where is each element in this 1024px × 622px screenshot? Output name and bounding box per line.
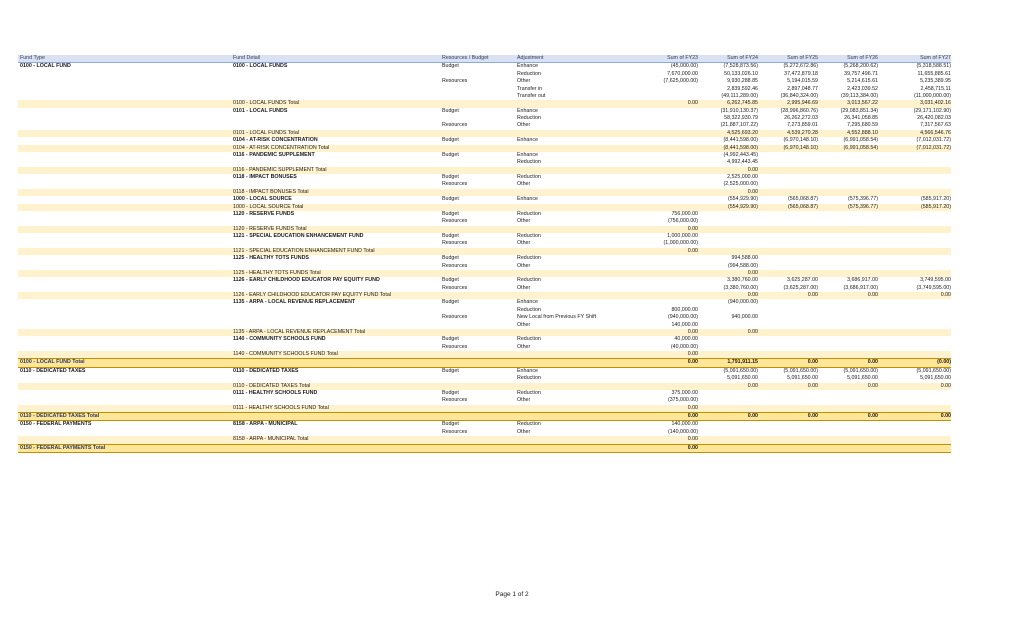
header-fund-detail: Fund Detail — [233, 55, 261, 61]
pivot-table — [18, 55, 951, 453]
value-cell: 7,295,680.59 — [847, 122, 878, 129]
value-cell: (575,396.77) — [847, 196, 878, 203]
subtotal-row — [18, 351, 951, 358]
table-row — [18, 307, 951, 314]
value-cell: 26,420,082.03 — [917, 115, 951, 121]
value-cell: 0.00 — [807, 382, 818, 389]
adjustment-cell: Enhance — [517, 63, 538, 70]
fund-type-cell: 0100 - LOCAL FUND Total — [20, 359, 85, 366]
value-cell: 58,322,930.79 — [724, 115, 758, 121]
adjustment-cell: Reduction — [517, 255, 541, 262]
resources-budget-cell: Resources — [442, 397, 468, 404]
fund-detail-cell: 0110 - DEDICATED TAXES Total — [233, 382, 311, 389]
value-cell: (3,625,287.00) — [783, 284, 818, 291]
fund-detail-cell: 0100 - LOCAL FUNDS Total — [233, 100, 299, 107]
fund-detail-cell: 0104 - AT-RISK CONCENTRATION — [233, 137, 318, 144]
value-cell: (3,686,917.00) — [843, 284, 878, 291]
resources-budget-cell: Budget — [442, 421, 459, 428]
value-cell: 0.00 — [747, 382, 758, 389]
resources-budget-cell: Resources — [442, 314, 468, 321]
table-row — [18, 122, 951, 129]
adjustment-cell: Other — [517, 122, 531, 129]
adjustment-cell: Reduction — [517, 375, 541, 382]
value-cell: (5,268,200.62) — [843, 63, 878, 70]
value-cell: (8,441,598.00) — [723, 144, 758, 151]
value-cell: 50,133,026.10 — [724, 70, 758, 77]
value-cell: (5,091,650.00) — [723, 367, 758, 374]
value-cell: (940,000.00) — [667, 314, 698, 321]
value-cell: 5,194,015.59 — [787, 78, 818, 85]
fund-type-cell: 0150 - FEDERAL PAYMENTS Total — [20, 444, 106, 451]
table-row — [18, 285, 951, 292]
table-row — [18, 174, 951, 181]
value-cell: (565,068.87) — [787, 203, 818, 210]
table-row — [18, 108, 951, 115]
adjustment-cell: Enhance — [517, 151, 538, 158]
resources-budget-cell: Budget — [442, 174, 459, 180]
adjustment-cell: Transfer out — [517, 92, 546, 99]
value-cell: (49,111,289.00) — [721, 92, 758, 99]
value-cell: (554,929.90) — [727, 196, 758, 203]
adjustment-cell: Enhance — [517, 137, 538, 144]
fund-detail-cell: 1126 - EARLY CHILDHOOD EDUCATOR PAY EQUITY FUND — [233, 277, 380, 284]
value-cell: 4,992,443.45 — [727, 159, 758, 166]
subtotal-row — [18, 329, 951, 336]
value-cell: 7,317,567.63 — [920, 122, 951, 129]
subtotal-row — [18, 167, 951, 174]
fund-detail-cell: 8158 - ARPA - MUNICIPAL — [233, 421, 298, 428]
value-cell: (585,917.20) — [920, 203, 951, 210]
subtotal-row — [18, 100, 951, 107]
value-cell: 0.00 — [687, 100, 698, 107]
table-row — [18, 196, 951, 203]
resources-budget-cell: Resources — [442, 240, 468, 247]
value-cell: (45,000.00) — [670, 63, 698, 70]
fund-detail-cell: 1135 - ARPA - LOCAL REVENUE REPLACEMENT — [233, 299, 356, 306]
value-cell: (5,318,588.51) — [916, 63, 951, 70]
value-cell: (3,749,595.00) — [916, 284, 951, 291]
header-fund-type: Fund Type — [20, 55, 45, 61]
adjustment-cell: Reduction — [517, 233, 541, 239]
value-cell: (6,991,058.54) — [843, 137, 878, 144]
fund-total-row — [18, 444, 951, 453]
table-row — [18, 71, 951, 78]
adjustment-cell: Reduction — [517, 210, 541, 217]
table-row — [18, 368, 951, 375]
value-cell: 3,686,917.00 — [847, 277, 878, 284]
subtotal-row — [18, 145, 951, 152]
adjustment-cell: Reduction — [517, 70, 541, 77]
value-cell: (5,091,650.00) — [916, 367, 951, 374]
table-row — [18, 314, 951, 321]
value-cell: 0.00 — [747, 166, 758, 173]
adjustment-cell: Other — [517, 262, 531, 269]
fund-detail-cell: 1000 - LOCAL SOURCE Total — [233, 203, 304, 210]
header-fy25: Sum of FY25 — [787, 55, 818, 61]
value-cell: 4,525,693.20 — [727, 129, 758, 136]
header-resources-budget: Resources / Budget — [442, 55, 489, 61]
fund-detail-cell: 0116 - PANDEMIC SUPPLEMENT — [233, 151, 315, 158]
table-row — [18, 137, 951, 144]
resources-budget-cell: Budget — [442, 210, 459, 217]
table-row — [18, 255, 951, 262]
table-row — [18, 211, 951, 218]
table-row — [18, 344, 951, 351]
value-cell: 0.00 — [687, 404, 698, 411]
value-cell: (29,171,102.90) — [913, 107, 951, 114]
value-cell: (940,000.00) — [727, 299, 758, 306]
value-cell: 0.00 — [747, 292, 758, 298]
value-cell: 0.00 — [747, 269, 758, 276]
table-row — [18, 390, 951, 397]
header-fy26: Sum of FY26 — [847, 55, 878, 61]
adjustment-cell: Other — [517, 428, 531, 435]
value-cell: (585,917.20) — [920, 196, 951, 203]
table-row — [18, 240, 951, 247]
value-cell: 2,839,592.46 — [727, 85, 758, 92]
value-cell: (3,380,760.00) — [723, 284, 758, 291]
page-number: Page 1 of 2 — [495, 591, 529, 598]
resources-budget-cell: Budget — [442, 367, 459, 374]
adjustment-cell: Other — [517, 218, 531, 225]
fund-detail-cell: 1140 - COMMUNITY SCHOOLS FUND Total — [233, 351, 338, 357]
value-cell: (7,625,000.00) — [663, 78, 698, 85]
fund-detail-cell: 1120 - RESERVE FUNDS — [233, 210, 295, 217]
resources-budget-cell: Budget — [442, 107, 459, 114]
value-cell: (8,441,598.00) — [723, 137, 758, 144]
fund-type-cell: 0110 - DEDICATED TAXES Total — [20, 413, 100, 419]
value-cell: 2,458,715.11 — [920, 85, 951, 92]
value-cell: (7,012,031.72) — [916, 137, 951, 144]
resources-budget-cell: Resources — [442, 218, 468, 225]
fund-detail-cell: 0101 - LOCAL FUNDS Total — [233, 129, 299, 136]
value-cell: 4,566,546.76 — [920, 129, 951, 136]
subtotal-row — [18, 248, 951, 255]
header-fy23: Sum of FY23 — [667, 55, 698, 61]
subtotal-row — [18, 270, 951, 277]
value-cell: (5,091,650.00) — [843, 367, 878, 374]
subtotal-row — [18, 226, 951, 233]
table-row — [18, 159, 951, 166]
fund-detail-cell: 0100 - LOCAL FUNDS — [233, 63, 288, 70]
value-cell: (565,068.87) — [787, 196, 818, 203]
fund-total-row — [18, 358, 951, 367]
value-cell: 5,091,650.00 — [847, 375, 878, 382]
resources-budget-cell: Budget — [442, 255, 459, 262]
table-row — [18, 263, 951, 270]
value-cell: 2,525,000.00 — [727, 174, 758, 180]
value-cell: (7,012,031.72) — [916, 144, 951, 151]
subtotal-row — [18, 189, 951, 196]
table-header — [18, 55, 951, 63]
table-row — [18, 218, 951, 225]
header-fy27: Sum of FY27 — [920, 55, 951, 61]
value-cell: 37,472,879.18 — [784, 70, 818, 77]
resources-budget-cell: Budget — [442, 63, 459, 70]
resources-budget-cell: Resources — [442, 181, 468, 188]
value-cell: 5,214,615.61 — [847, 78, 878, 85]
value-cell: 0.00 — [687, 225, 698, 232]
adjustment-cell: Other — [517, 397, 531, 404]
value-cell: 0.00 — [687, 359, 698, 366]
resources-budget-cell: Resources — [442, 284, 468, 291]
value-cell: 26,262,272.03 — [784, 115, 818, 121]
adjustment-cell: Enhance — [517, 196, 538, 203]
value-cell: 7,670,000.00 — [667, 70, 698, 77]
fund-detail-cell: 0118 - IMPACT BONUSES — [233, 174, 297, 180]
value-cell: 140,000.00 — [671, 421, 698, 428]
table-row — [18, 78, 951, 85]
table-row — [18, 277, 951, 284]
value-cell: (1,000,000.00) — [663, 240, 698, 247]
resources-budget-cell: Budget — [442, 151, 459, 158]
value-cell: 11,655,885.61 — [917, 70, 951, 77]
adjustment-cell: Other — [517, 240, 531, 247]
fund-detail-cell: 0118 - IMPACT BONUSES Total — [233, 188, 309, 195]
subtotal-row — [18, 292, 951, 299]
adjustment-cell: Reduction — [517, 159, 541, 166]
table-row — [18, 63, 951, 70]
table-row — [18, 299, 951, 306]
fund-type-cell: 0150 - FEDERAL PAYMENTS — [20, 421, 92, 428]
value-cell: 0.00 — [940, 382, 951, 389]
value-cell: (994,588.00) — [727, 262, 758, 269]
fund-detail-cell: 8158 - ARPA - MUNICIPAL Total — [233, 436, 309, 443]
value-cell: 4,552,888.10 — [847, 129, 878, 136]
page-footer — [0, 591, 1024, 598]
fund-detail-cell: 0110 - DEDICATED TAXES — [233, 367, 299, 374]
fund-detail-cell: 1000 - LOCAL SOURCE — [233, 196, 292, 203]
adjustment-cell: Reduction — [517, 115, 541, 121]
adjustment-cell: Reduction — [517, 421, 541, 428]
value-cell: 2,897,048.77 — [787, 85, 818, 92]
value-cell: 40,000.00 — [674, 336, 698, 343]
value-cell: 4,539,270.28 — [787, 129, 818, 136]
value-cell: 3,013,567.22 — [847, 100, 878, 107]
subtotal-row — [18, 130, 951, 137]
subtotal-row — [18, 405, 951, 412]
value-cell: 0.00 — [687, 351, 698, 357]
table-row — [18, 93, 951, 100]
adjustment-cell: Other — [517, 284, 531, 291]
value-cell: 0.00 — [687, 436, 698, 443]
value-cell: 0.00 — [867, 359, 878, 366]
table-row — [18, 336, 951, 343]
fund-detail-cell: 1121 - SPECIAL EDUCATION ENHANCEMENT FUND — [233, 233, 364, 239]
value-cell: 9,930,288.85 — [727, 78, 758, 85]
adjustment-cell: Enhance — [517, 107, 538, 114]
value-cell: 0.00 — [940, 413, 951, 419]
adjustment-cell: Other — [517, 181, 531, 188]
fund-type-cell: 0100 - LOCAL FUND — [20, 63, 71, 70]
value-cell: (6,970,148.10) — [783, 137, 818, 144]
value-cell: 0.00 — [867, 292, 878, 298]
resources-budget-cell: Budget — [442, 233, 459, 239]
adjustment-cell: Transfer in — [517, 85, 543, 92]
value-cell: 0.00 — [807, 413, 818, 419]
table-body — [18, 63, 951, 453]
value-cell: 0.00 — [940, 292, 951, 298]
adjustment-cell: Other — [517, 78, 531, 85]
value-cell: (7,528,873.56) — [723, 63, 758, 70]
adjustment-cell: Reduction — [517, 174, 541, 180]
fund-detail-cell: 0111 - HEALTHY SCHOOLS FUND — [233, 389, 318, 396]
header-fy24: Sum of FY24 — [727, 55, 758, 61]
resources-budget-cell: Budget — [442, 336, 459, 343]
adjustment-cell: Other — [517, 321, 531, 328]
value-cell: (5,091,650.00) — [783, 367, 818, 374]
resources-budget-cell: Budget — [442, 277, 459, 284]
value-cell: 3,031,402.16 — [920, 100, 951, 107]
value-cell: 0.00 — [807, 292, 818, 298]
value-cell: (31,910,130.37) — [720, 107, 758, 114]
value-cell: (2,525,000.00) — [723, 181, 758, 188]
value-cell: 26,341,058.85 — [844, 115, 878, 121]
value-cell: (5,272,672.86) — [783, 63, 818, 70]
value-cell: 994,588.00 — [731, 255, 758, 262]
resources-budget-cell: Resources — [442, 78, 468, 85]
table-row — [18, 429, 951, 436]
table-row — [18, 233, 951, 240]
value-cell: (4,992,443.45) — [723, 151, 758, 158]
value-cell: 140,000.00 — [671, 321, 698, 328]
value-cell: 0.00 — [867, 413, 878, 419]
value-cell: 1,791,911.15 — [727, 359, 758, 366]
table-row — [18, 421, 951, 428]
fund-detail-cell: 1121 - SPECIAL EDUCATION ENHANCEMENT FUND Total — [233, 247, 375, 254]
value-cell: (36,840,324.00) — [780, 92, 818, 99]
fund-detail-cell: 0116 - PANDEMIC SUPPLEMENT Total — [233, 166, 327, 173]
value-cell: 1,000,000.00 — [667, 233, 698, 239]
value-cell: (29,083,851.34) — [840, 107, 878, 114]
subtotal-row — [18, 436, 951, 443]
resources-budget-cell: Budget — [442, 299, 459, 306]
value-cell: (21,887,107.22) — [720, 122, 758, 129]
value-cell: (375,000.00) — [667, 397, 698, 404]
adjustment-cell: Other — [517, 343, 531, 350]
adjustment-cell: Reduction — [517, 306, 541, 313]
value-cell: 5,091,650.00 — [920, 375, 951, 382]
fund-type-cell: 0110 - DEDICATED TAXES — [20, 367, 86, 374]
value-cell: 5,091,650.00 — [787, 375, 818, 382]
value-cell: (40,000.00) — [670, 343, 698, 350]
value-cell: (0.00) — [937, 359, 951, 366]
value-cell: 0.00 — [867, 382, 878, 389]
resources-budget-cell: Resources — [442, 343, 468, 350]
value-cell: 3,380,760.00 — [727, 277, 758, 284]
value-cell: 0.00 — [747, 413, 758, 419]
value-cell: (39,113,384.00) — [840, 92, 878, 99]
value-cell: 940,000.00 — [731, 314, 758, 321]
adjustment-cell: Enhance — [517, 367, 538, 374]
table-row — [18, 375, 951, 382]
fund-total-row — [18, 412, 951, 421]
table-row — [18, 181, 951, 188]
value-cell: 6,262,745.85 — [727, 100, 758, 107]
header-adjustment: Adjustment — [517, 55, 544, 61]
value-cell: (575,396.77) — [847, 203, 878, 210]
adjustment-cell: Reduction — [517, 389, 541, 396]
value-cell: 0.00 — [747, 328, 758, 335]
value-cell: (554,929.90) — [727, 203, 758, 210]
subtotal-row — [18, 383, 951, 390]
resources-budget-cell: Resources — [442, 428, 468, 435]
value-cell: (6,970,148.10) — [783, 144, 818, 151]
value-cell: (28,996,860.76) — [780, 107, 818, 114]
adjustment-cell: Reduction — [517, 336, 541, 343]
fund-detail-cell: 0101 - LOCAL FUNDS — [233, 107, 288, 114]
resources-budget-cell: Budget — [442, 196, 459, 203]
value-cell: (140,000.00) — [667, 428, 698, 435]
table-row — [18, 86, 951, 93]
value-cell: 39,757,496.71 — [844, 70, 878, 77]
value-cell: 2,995,946.69 — [787, 100, 818, 107]
value-cell: 3,749,595.00 — [920, 277, 951, 284]
fund-detail-cell: 1135 - ARPA - LOCAL REVENUE REPLACEMENT Total — [233, 328, 366, 335]
adjustment-cell: Enhance — [517, 299, 538, 306]
value-cell: 0.00 — [747, 188, 758, 195]
value-cell: 5,235,389.95 — [920, 78, 951, 85]
value-cell: 3,625,287.00 — [787, 277, 818, 284]
adjustment-cell: New Local from Previous FY Shift — [517, 314, 597, 321]
value-cell: 756,000.00 — [671, 210, 698, 217]
value-cell: 0.00 — [687, 328, 698, 335]
value-cell: 375,000.00 — [671, 389, 698, 396]
fund-detail-cell: 0111 - HEALTHY SCHOOLS FUND Total — [233, 404, 329, 411]
subtotal-row — [18, 204, 951, 211]
fund-detail-cell: 1120 - RESERVE FUNDS Total — [233, 225, 307, 232]
fund-detail-cell: 1125 - HEALTHY TOTS FUNDS — [233, 255, 309, 262]
value-cell: (6,991,058.54) — [843, 144, 878, 151]
value-cell: (11,000,000.00) — [913, 92, 951, 99]
value-cell: 5,091,650.00 — [727, 375, 758, 382]
value-cell: 800,000.00 — [671, 306, 698, 313]
value-cell: 0.00 — [687, 444, 698, 451]
table-row — [18, 322, 951, 329]
value-cell: (756,000.00) — [667, 218, 698, 225]
fund-detail-cell: 1125 - HEALTHY TOTS FUNDS Total — [233, 269, 321, 276]
resources-budget-cell: Resources — [442, 122, 468, 129]
resources-budget-cell: Budget — [442, 389, 459, 396]
value-cell: 0.00 — [687, 247, 698, 254]
value-cell: 2,423,039.52 — [847, 85, 878, 92]
value-cell: 0.00 — [807, 359, 818, 366]
resources-budget-cell: Resources — [442, 262, 468, 269]
value-cell: 0.00 — [687, 413, 698, 419]
table-row — [18, 397, 951, 404]
fund-detail-cell: 1140 - COMMUNITY SCHOOLS FUND — [233, 336, 326, 343]
resources-budget-cell: Budget — [442, 137, 459, 144]
fund-detail-cell: 1126 - EARLY CHILDHOOD EDUCATOR PAY EQUITY FUND Total — [233, 292, 391, 298]
fund-detail-cell: 0104 - AT-RISK CONCENTRATION Total — [233, 144, 330, 151]
table-row — [18, 152, 951, 159]
table-row — [18, 115, 951, 122]
value-cell: 7,273,859.01 — [787, 122, 818, 129]
adjustment-cell: Reduction — [517, 277, 541, 284]
